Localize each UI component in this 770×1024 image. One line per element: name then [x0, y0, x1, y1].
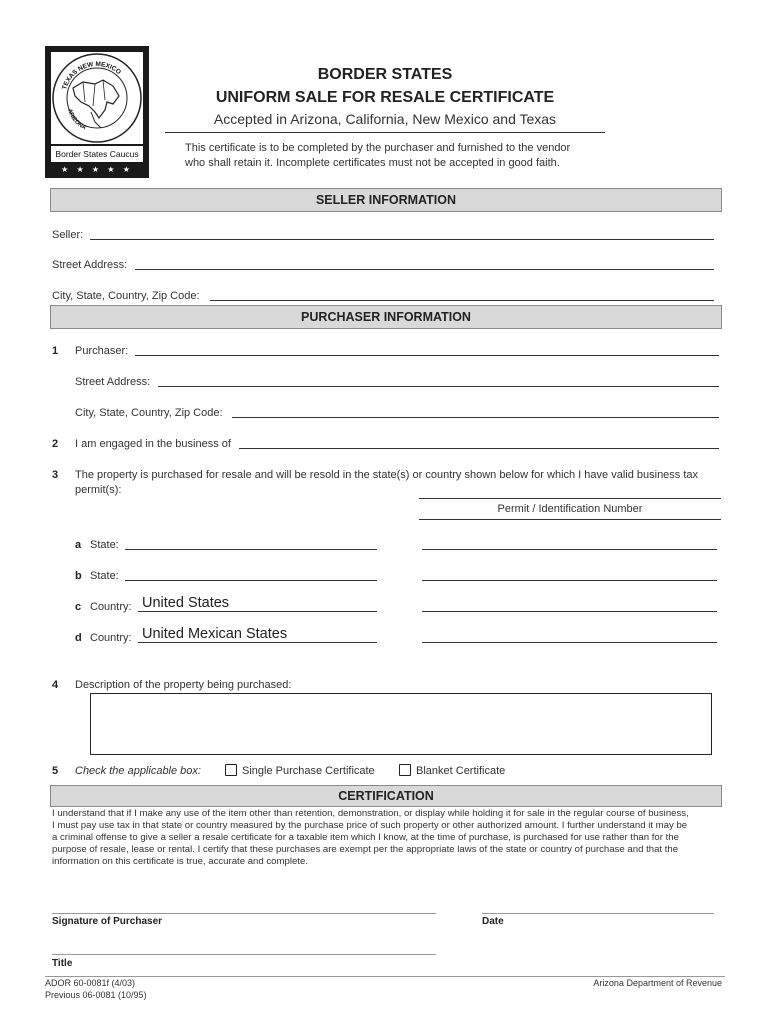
- permit-header-bottom-rule: [419, 519, 721, 520]
- blanket-certificate-label: Blanket Certificate: [416, 765, 506, 777]
- form-number: ADOR 60-0081f (4/03): [45, 978, 136, 988]
- row-c-permit-field[interactable]: [422, 611, 717, 612]
- row-a-letter: a: [75, 539, 82, 551]
- footer-divider: [45, 976, 725, 977]
- row-b-state-field[interactable]: [125, 580, 377, 581]
- description-label: Description of the property being purchased:: [75, 679, 292, 691]
- certification-banner: CERTIFICATION: [50, 785, 722, 807]
- purchaser-field[interactable]: [135, 355, 719, 356]
- purchaser-city-label: City, State, Country, Zip Code:: [75, 407, 223, 419]
- row-b-letter: b: [75, 570, 82, 582]
- permit-header-top-rule: [419, 498, 721, 499]
- permit-column-header: Permit / Identification Number: [497, 503, 643, 515]
- purchaser-street-field[interactable]: [158, 386, 719, 387]
- check-applicable-label: Check the applicable box:: [75, 765, 201, 777]
- seller-city-label: City, State, Country, Zip Code:: [52, 290, 200, 302]
- item-number-3: 3: [52, 469, 59, 481]
- row-d-letter: d: [75, 632, 82, 644]
- date-field[interactable]: [482, 913, 714, 914]
- border-states-logo: [45, 46, 149, 178]
- row-b-permit-field[interactable]: [422, 580, 717, 581]
- row-b-label: State:: [90, 570, 119, 582]
- certification-line: I must pay use tax in that state or country measured by the purchase price of such property or other authorized amount. I further understand it may be: [52, 820, 688, 831]
- item-number-1: 1: [52, 345, 59, 357]
- single-purchase-checkbox[interactable]: [225, 764, 237, 776]
- signature-field[interactable]: [52, 913, 436, 914]
- description-textarea[interactable]: [90, 693, 712, 755]
- certification-line: purpose of resale, lease or rental. I certify that these purchases are exempt per the appropriate laws of the state or country of purchase and that the: [52, 844, 679, 855]
- purchaser-street-label: Street Address:: [75, 376, 151, 388]
- title-border-states: BORDER STATES: [317, 66, 453, 83]
- row-c-label: Country:: [90, 601, 132, 613]
- seller-information-banner: SELLER INFORMATION: [50, 188, 722, 212]
- seller-label: Seller:: [52, 229, 84, 241]
- row-d-country-value: United Mexican States: [142, 626, 288, 642]
- row-a-label: State:: [90, 539, 119, 551]
- row-a-permit-field[interactable]: [422, 549, 717, 550]
- row-d-label: Country:: [90, 632, 132, 644]
- row-c-country-field[interactable]: [138, 611, 377, 612]
- logo-stars: ★ ★ ★ ★ ★: [61, 165, 133, 174]
- seal-ring-text-bottom: ARIZONA: [65, 108, 88, 132]
- blanket-certificate-checkbox[interactable]: [399, 764, 411, 776]
- resale-statement-line-2: permit(s):: [75, 484, 122, 496]
- business-label: I am engaged in the business of: [75, 438, 231, 450]
- svg-text:ARIZONA: [66, 108, 88, 132]
- instruction-line-2: who shall retain it. Incomplete certificates must not be accepted in good faith.: [185, 157, 560, 169]
- purchaser-information-banner: PURCHASER INFORMATION: [50, 305, 722, 329]
- map-seal-icon: [51, 52, 143, 144]
- purchaser-city-field[interactable]: [232, 417, 719, 418]
- row-c-country-value: United States: [142, 595, 230, 611]
- instruction-line-1: This certificate is to be completed by the purchaser and furnished to the vendor: [185, 142, 571, 154]
- certification-line: a criminal offense to give a seller a resale certificate for a taxable item which I know, at the time of purchase, is purchased for use rather than for the: [52, 832, 679, 843]
- header-divider: [165, 132, 605, 133]
- row-a-state-field[interactable]: [125, 549, 377, 550]
- seller-street-field[interactable]: [135, 269, 714, 270]
- department-name: Arizona Department of Revenue: [593, 978, 722, 988]
- signature-label: Signature of Purchaser: [52, 916, 163, 927]
- seller-city-field[interactable]: [210, 300, 714, 301]
- item-number-2: 2: [52, 438, 59, 450]
- certification-line: information on this certificate is true, accurate and complete.: [52, 856, 308, 867]
- certification-text: [52, 808, 732, 868]
- item-number-5: 5: [52, 765, 59, 777]
- purchaser-label: Purchaser:: [75, 345, 129, 357]
- row-d-country-field[interactable]: [138, 642, 377, 643]
- single-purchase-label: Single Purchase Certificate: [242, 765, 375, 777]
- date-label: Date: [482, 916, 504, 927]
- previous-form-number: Previous 06-0081 (10/95): [45, 990, 147, 1000]
- title-field[interactable]: [52, 954, 436, 955]
- seller-street-label: Street Address:: [52, 259, 128, 271]
- title-label: Title: [52, 958, 73, 969]
- item-number-4: 4: [52, 679, 59, 691]
- certification-line: I understand that if I make any use of the item other than retention, demonstration, or display while holding it for sale in the regular course of business,: [52, 808, 689, 819]
- seller-field[interactable]: [90, 239, 714, 240]
- seal-ring-text-top: TEXAS NEW MEXICO: [61, 60, 123, 91]
- logo-seal: [51, 52, 143, 144]
- business-field[interactable]: [239, 448, 719, 449]
- resale-statement-line-1: The property is purchased for resale and will be resold in the state(s) or country shown below for which I have valid business tax: [75, 469, 699, 481]
- title-certificate: UNIFORM SALE FOR RESALE CERTIFICATE: [215, 89, 555, 106]
- logo-caption: Border States Caucus: [51, 146, 143, 162]
- row-d-permit-field[interactable]: [422, 642, 717, 643]
- row-c-letter: c: [75, 601, 82, 613]
- subtitle-states: Accepted in Arizona, California, New Mexico and Texas: [213, 111, 557, 127]
